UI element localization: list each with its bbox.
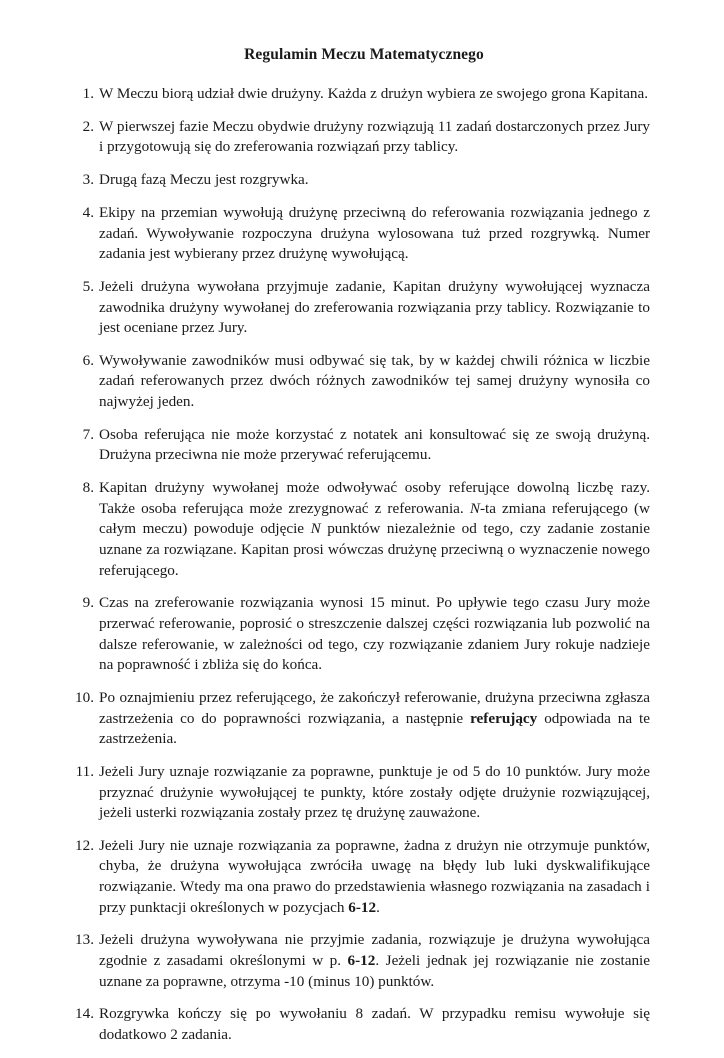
rule-text-part: Po oznajmieniu przez referującego, że zakończył referowanie, drużyna przeciwna zgłasza zastrzeżenia co do poprawności rozwiązania, a następnie <box>99 688 650 727</box>
rule-number: 5. <box>82 277 94 295</box>
rule-text-part: . <box>376 898 380 916</box>
rule-item-6 <box>78 351 650 413</box>
rule-item-9 <box>78 593 650 675</box>
rule-number: 10. <box>75 688 94 706</box>
rule-text-part: Jeżeli Jury nie uznaje rozwiązania za poprawne, żadna z drużyn nie otrzymuje punktów, chyba, że drużyna wywołująca zwróciła uwagę na błędy lub luki dyskwalifikujące rozwiązanie. Wtedy ma ona prawo do przedstawienia własnego rozwiązania na zasadach i przy punktacji określonych w pozycjach <box>99 836 650 916</box>
rule-text: W pierwszej fazie Meczu obydwie drużyny rozwiązują 11 zadań dostarczonych przez Jury i przygotowują się do zreferowania rozwiązań przy tablicy. <box>99 117 650 156</box>
rule-number: 11. <box>75 762 94 780</box>
rule-item-8 <box>78 478 650 581</box>
rule-text <box>99 930 650 992</box>
document-page <box>75 46 650 1058</box>
rule-number: 4. <box>82 203 94 221</box>
rule-text: Ekipy na przemian wywołują drużynę przeciwną do referowania rozwiązania jednego z zadań. Wywoływanie rozpoczyna drużyna wylosowana tuż przed rozgrywką. Numer zadania jest wybierany przez drużynę wywołującą. <box>99 203 650 263</box>
rule-text-part: Jeżeli drużyna wywoływana nie przyjmie zadania, rozwiązuje je drużyna wywołująca zgodnie z zasadami określonymi w p. <box>99 931 650 970</box>
rule-text: Jeżeli Jury uznaje rozwiązanie za poprawne, punktuje je od 5 do 10 punktów. Jury może przyznać drużynie wywołującej te punkty, które zostały odjęte drużynie rozwiązującej, jeżeli usterki rozwiązania zostały przez tę drużynę zauważone. <box>99 762 650 822</box>
bold-reference: 6-12 <box>347 952 376 970</box>
rule-text-part: -ta zmiana referującego (w całym meczu) powoduje odjęcie <box>99 499 650 538</box>
rule-item-13 <box>75 930 650 992</box>
rule-item-5 <box>78 277 650 339</box>
rule-number: 9. <box>82 594 94 612</box>
rule-number: 1. <box>82 85 94 102</box>
rule-item-14 <box>75 1004 650 1045</box>
document-title: Regulamin Meczu Matematycznego <box>244 46 484 63</box>
rule-item-3 <box>78 170 650 191</box>
rules-list <box>75 84 650 1046</box>
rule-number: 6. <box>82 351 94 369</box>
rule-number: 3. <box>82 171 94 189</box>
bold-reference: 6-12 <box>348 898 377 916</box>
rule-item-11 <box>75 762 650 824</box>
rule-item-7 <box>78 425 650 466</box>
rule-text <box>99 478 650 581</box>
rule-text-part: Kapitan drużyny wywołanej może odwoływać osoby referujące dowolną liczbę razy. Także osoba referująca może zrezygnować z referowania. <box>99 479 650 517</box>
rule-text: Jeżeli drużyna wywołana przyjmuje zadanie, Kapitan drużyny wywołującej wyznacza zawodnika drużyny wywołanej do zreferowania rozwiązania przy tablicy. Rozwiązanie to jest oceniane przez Jury. <box>99 277 650 337</box>
rule-text <box>99 836 650 918</box>
rule-item-10 <box>75 688 650 750</box>
rule-text: W Meczu biorą udział dwie drużyny. Każda z drużyn wybiera ze swojego grona Kapitana. <box>99 85 649 102</box>
rule-number: 14. <box>75 1005 94 1023</box>
rule-item-4 <box>78 203 650 265</box>
rule-text <box>99 688 650 750</box>
rule-text: Rozgrywka kończy się po wywołaniu 8 zadań. W przypadku remisu wywołuje się dodatkowo 2 zadania. <box>99 1005 650 1043</box>
rule-text: Wywoływanie zawodników musi odbywać się tak, by w każdej chwili różnica w liczbie zadań referowanych przez dwóch różnych zawodników tej samej drużyny wynosiła co najwyżej jeden. <box>99 351 650 411</box>
rule-item-12 <box>75 836 650 918</box>
rule-number: 2. <box>82 117 94 135</box>
rule-text-part: odpowiada na te zastrzeżenia. <box>99 709 650 748</box>
rule-number: 13. <box>75 931 94 949</box>
rule-text: Czas na zreferowanie rozwiązania wynosi 15 minut. Po upływie tego czasu Jury może przerwać referowanie, poprosić o streszczenie dalszej części rozwiązania lub pozwolić na dalsze referowanie, w zależności od tego, czy rozwiązanie zdaniem Jury rokuje nadzieje na poprawność i zbliża się do końca. <box>99 594 650 674</box>
rule-text-part: punktów niezależnie od tego, czy zadanie zostanie uznane za rozwiązane. Kapitan prosi wówczas drużynę przeciwną o wyznaczenie nowego referującego. <box>99 520 650 579</box>
rule-text: Drugą fazą Meczu jest rozgrywka. <box>99 171 309 189</box>
variable-n: N <box>469 499 480 517</box>
rule-number: 7. <box>82 425 94 443</box>
variable-n: N <box>310 520 321 538</box>
rule-item-2 <box>78 117 650 158</box>
bold-term: referujący <box>470 709 538 727</box>
rule-number: 12. <box>75 836 94 854</box>
rule-text: Osoba referująca nie może korzystać z notatek ani konsultować się ze swoją drużyną. Drużyna przeciwna nie może przerywać referującemu. <box>99 425 650 464</box>
rule-number: 8. <box>82 479 94 497</box>
rule-text-part: . Jeżeli jednak jej rozwiązanie nie zostanie uznane za poprawne, otrzyma -10 (minus 10) punktów. <box>99 952 650 990</box>
rule-item-1 <box>78 84 650 105</box>
